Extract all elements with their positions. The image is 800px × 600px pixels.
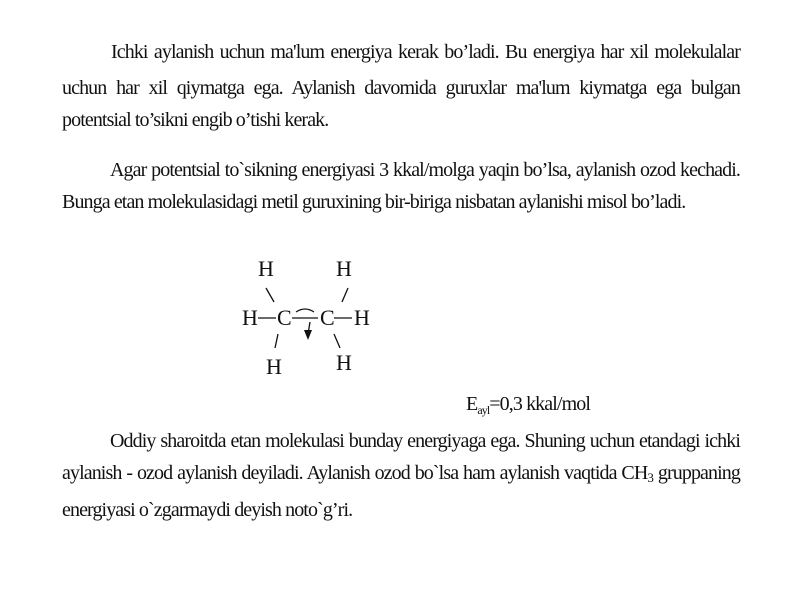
rotation-energy-formula bbox=[466, 392, 590, 422]
bond-upper-left bbox=[266, 288, 274, 302]
ethane-structure-diagram bbox=[230, 250, 390, 390]
formula-value: =0,3 kkal/mol bbox=[489, 393, 590, 415]
paragraph-3-text-before: Oddiy sharoitda etan molekulasi bunday energiyaga ega. Shuning uchun etandagi ichki aylanish - ozod aylanish deyiladi. Aylanish ozod bo`lsa ham aylanish vaqtida CH bbox=[62, 430, 740, 484]
atom-h-top-left: H bbox=[258, 256, 274, 281]
paragraph-3-text-after: gruppaning energiyasi o`zgarmaydi deyish noto`g’ri. bbox=[62, 462, 740, 521]
atom-h-left: H bbox=[242, 305, 258, 330]
paragraph-3 bbox=[62, 425, 740, 526]
paragraph-3-subscript: 3 bbox=[647, 470, 654, 485]
bond-upper-right bbox=[342, 288, 348, 302]
paragraph-1-text: Ichki aylanish uchun ma'lum energiya kerak bo’ladi. Bu energiya har xil molekulalar uchun har xil qiymatga ega. Aylanish davomida guruxlar ma'lum kiymatga ega bulgan potentsial to’sikni engib o’tishi kerak. bbox=[62, 41, 740, 131]
atom-c-left: C bbox=[277, 305, 292, 330]
formula-subscript: ayl bbox=[477, 403, 490, 417]
formula-symbol: E bbox=[466, 393, 478, 415]
bond-lower-right bbox=[334, 334, 340, 348]
atom-h-right: H bbox=[354, 305, 370, 330]
paragraph-2: Agar potentsial to`sikning energiyasi 3 kkal/molga yaqin bo’lsa, aylanish ozod kechadi. Bunga etan molekulasidagi metil guruxining bir-biriga nisbatan aylanishi misol bo’ladi. bbox=[62, 159, 740, 213]
atom-c-right: C bbox=[320, 305, 335, 330]
atom-h-bottom-left: H bbox=[266, 354, 282, 379]
bond-lower-left bbox=[275, 334, 278, 348]
paragraph-1 bbox=[62, 36, 740, 136]
atom-h-bottom-right: H bbox=[336, 350, 352, 375]
atom-h-top-right: H bbox=[336, 256, 352, 281]
rotation-arc bbox=[296, 309, 314, 312]
rotation-arrowhead-icon bbox=[304, 330, 312, 340]
